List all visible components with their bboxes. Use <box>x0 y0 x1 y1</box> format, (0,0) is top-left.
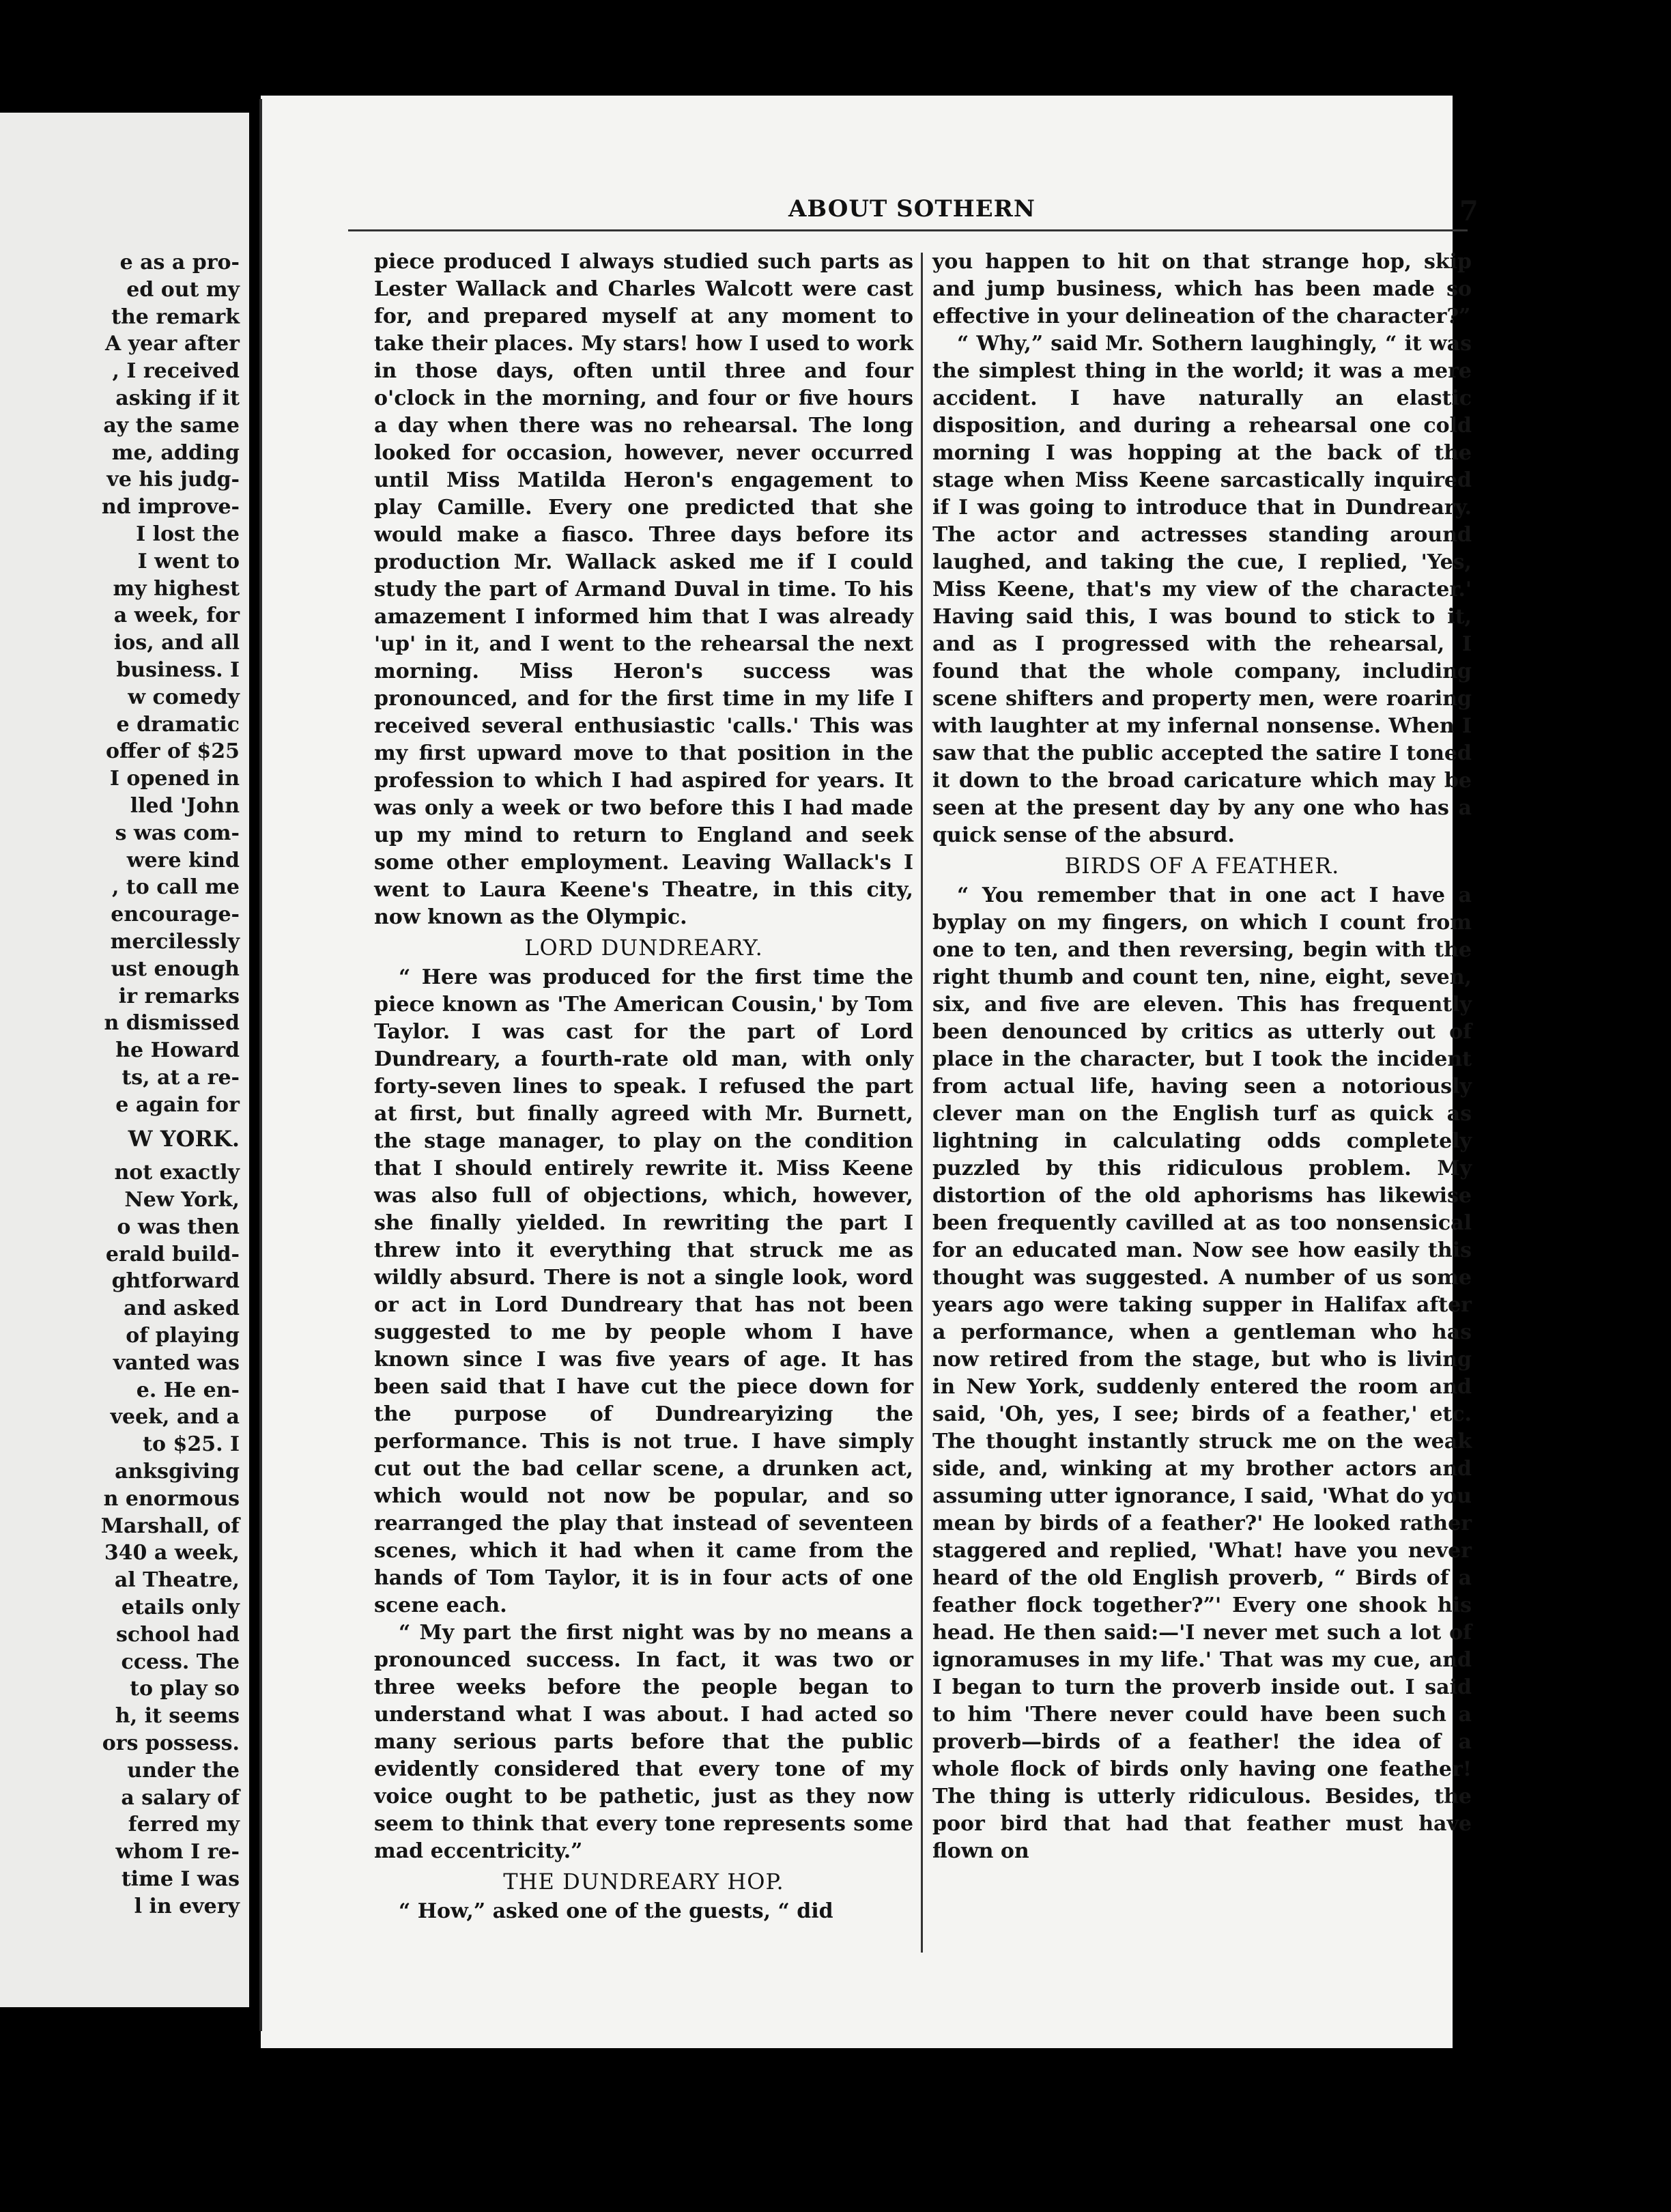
facing-page-line: not exactly <box>114 1161 240 1185</box>
facing-page-line: erald build- <box>105 1242 240 1266</box>
facing-page-line: a salary of <box>121 1785 240 1810</box>
facing-page-line: were kind <box>126 848 240 873</box>
section-heading: LORD DUNDREARY. <box>524 935 763 961</box>
facing-page-line: I lost the <box>136 522 240 546</box>
facing-page-line: school had <box>115 1622 240 1647</box>
column-divider <box>921 253 923 1953</box>
header-rule <box>348 229 1468 231</box>
paragraph: “ My part the first night was by no means a pronounced success. In fact, it was two or three weeks before the people began to understand what I was about. I had acted so many serious parts before that the public evidently considered that every tone of my voice ought to be pathetic, just as they now seem to think that every tone represents some mad eccentricity.” <box>374 1621 913 1863</box>
facing-page-line: he Howard <box>115 1038 240 1063</box>
facing-page-line: a week, for <box>113 604 240 628</box>
facing-page-line: to $25. I <box>143 1432 240 1457</box>
facing-page-line: s was com- <box>115 821 240 845</box>
facing-page-line: ts, at a re- <box>122 1065 240 1090</box>
facing-page-line: under the <box>127 1758 240 1783</box>
facing-page-line: h, it seems <box>115 1704 240 1729</box>
text-column-right <box>932 249 1472 1865</box>
facing-page-line: business. I <box>116 657 240 682</box>
facing-page-line: al Theatre, <box>114 1568 240 1593</box>
facing-page-line: A year after <box>104 332 240 356</box>
facing-page-line: e again for <box>115 1092 240 1117</box>
text-column-left <box>374 249 913 1925</box>
facing-page-line: o was then <box>117 1215 240 1239</box>
facing-page-text <box>4 249 240 1920</box>
facing-page-line: whom I re- <box>115 1840 240 1864</box>
facing-page-line: mercilessly <box>110 929 240 954</box>
section-heading: THE DUNDREARY HOP. <box>503 1869 784 1895</box>
facing-page-line: n enormous <box>103 1486 240 1511</box>
facing-page-line: I opened in <box>109 767 240 791</box>
facing-page-fragment <box>0 113 249 2007</box>
running-head: ABOUT SOTHERN <box>788 195 1036 223</box>
facing-page-line: I went to <box>137 549 240 573</box>
facing-page-line: ors possess. <box>102 1731 240 1756</box>
paragraph: “ Here was produced for the first time the piece known as 'The American Cousin,' by Tom Taylor. I was cast for the part of Lord Dundreary, a fourth-rate old man, with only forty-seven lines to speak. I refused the part at first, but finally agreed with Mr. Burnett, the stage manager, to play on the condition that I should entirely rewrite it. Miss Keene was also full of objections, which, however, she finally yielded. In rewriting the part I threw into it everything that struck me as wildly absurd. There is not a single look, word or act in Lord Dundreary that has not been suggested to me by people whom I have known since I was five years of age. It has been said that I have cut the piece down for the purpose of Dundrearyizing the performance. This is not true. I have simply cut out the bad cellar scene, a drunken act, which would not now be popular, and so rearranged the play that instead of seventeen scenes, which it had when it came from the hands of Tom Taylor, it is in four acts of one scene each. <box>374 965 913 1617</box>
facing-page-line: of playing <box>126 1324 240 1348</box>
facing-page-line: ios, and all <box>113 631 240 655</box>
facing-page-line: , to call me <box>112 875 240 900</box>
facing-page-line: w comedy <box>128 685 240 709</box>
facing-page-line: offer of $25 <box>106 739 240 764</box>
page-number: 7 <box>1459 195 1479 227</box>
facing-page-line: to play so <box>130 1677 240 1701</box>
facing-page-line: ir remarks <box>118 984 240 1008</box>
facing-page-line: asking if it <box>115 386 240 410</box>
facing-page-line: anksgiving <box>115 1460 240 1484</box>
facing-page-line: l in every <box>134 1894 240 1918</box>
facing-page-line: ust enough <box>111 956 240 981</box>
facing-page-line: n dismissed <box>104 1011 240 1036</box>
facing-page-line: nd improve- <box>101 495 240 520</box>
section-heading: BIRDS OF A FEATHER. <box>1064 853 1340 879</box>
paragraph: “ Why,” said Mr. Sothern laughingly, “ it was the simplest thing in the world; it was a mere accident. I have naturally an elastic disposition, and during a rehearsal one cold morning I was hopping at the back of the stage when Miss Keene sarcastically inquired if I was going to introduce that in Dundreary. The actor and actresses standing around laughed, and taking the cue, I replied, 'Yes, Miss Keene, that's my view of the character.' Having said this, I was bound to stick to it, and as I progressed with the rehearsal, I found that the whole company, including scene shifters and property men, were roaring with laughter at my infernal nonsense. When I saw that the public accepted the satire I toned it down to the broad caricature which may be seen at the present day by any one who has a quick sense of the absurd. <box>932 332 1472 847</box>
facing-page-line: e as a pro- <box>119 251 240 274</box>
facing-page-line: etails only <box>121 1596 240 1620</box>
facing-page-line: ferred my <box>128 1813 240 1837</box>
facing-page-line: Marshall, of <box>100 1514 240 1538</box>
facing-page-line: my highest <box>113 576 240 601</box>
facing-page-line: lled 'John <box>130 793 240 818</box>
facing-page-line: the remark <box>111 304 240 329</box>
facing-page-line: e dramatic <box>116 712 240 737</box>
facing-page-line: me, adding <box>111 440 240 465</box>
facing-page-line: 340 a week, <box>104 1541 240 1565</box>
facing-page-line: time I was <box>121 1867 240 1892</box>
facing-page-line: ghtforward <box>111 1269 240 1294</box>
facing-page-line: and asked <box>124 1296 240 1321</box>
facing-page-line: e. He en- <box>136 1378 240 1402</box>
facing-page-line: ve his judg- <box>106 468 240 492</box>
facing-page-line: ccess. The <box>121 1649 240 1674</box>
paragraph: you happen to hit on that strange hop, skip and jump business, which has been made so effective in your delineation of the character?” <box>932 250 1472 328</box>
facing-page-line: ed out my <box>126 277 240 302</box>
facing-page-line: W YORK. <box>128 1125 240 1152</box>
facing-page-line: New York, <box>124 1188 240 1213</box>
facing-page-line: vanted was <box>113 1350 240 1375</box>
facing-page-line: , I received <box>112 359 240 384</box>
paragraph: “ How,” asked one of the guests, “ did <box>399 1899 833 1923</box>
paragraph: “ You remember that in one act I have a byplay on my fingers, on which I count from one to ten, and then reversing, begin with the right thumb and count ten, nine, eight, seven, six, and five are eleven. This has frequently been denounced by critics as utterly out of place in the character, but I took the incident from actual life, having seen a notoriously clever man on the English turf as quick as lightning in calculating odds completely puzzled by this ridiculous problem. My distortion of the old aphorisms has likewise been frequently cavilled at as too nonsensical for an educated man. Now see how easily this thought was suggested. A number of us some years ago were taking supper in Halifax after a performance, when a gentleman who has now retired from the stage, but who is living in New York, suddenly entered the room and said, 'Oh, yes, I see; birds of a feather,' etc. The thought instantly struck me on the weak side, and, winking at my brother actors and assuming utter ignorance, I said, 'What do you mean by birds of a feather?' He looked rather staggered and replied, 'What! have you never heard of the old English proverb, “ Birds of a feather flock together?”' Every one shook his head. He then said:—'I never met such a lot of ignoramuses in my life.' That was my cue, and I began to turn the proverb inside out. I said to him 'There never could have been such a proverb—birds of a feather! the idea of a whole flock of birds only having one feather! The thing is utterly ridiculous. Besides, the poor bird that had that feather must have flown on <box>932 883 1472 1863</box>
gutter-line <box>259 99 262 2031</box>
facing-page-line: veek, and a <box>110 1405 240 1430</box>
paragraph: piece produced I always studied such parts as Lester Wallack and Charles Walcott were cast for, and prepared myself at any moment to take their places. My stars! how I used to work in those days, often until three and four o'clock in the morning, and four or five hours a day when there was no rehearsal. The long looked for occasion, however, never occurred until Miss Matilda Heron's engagement to play Camille. Every one predicted that she would make a fiasco. Three days before its production Mr. Wallack asked me if I could study the part of Armand Duval in time. To his amazement I informed him that I was already 'up' in it, and I went to the rehearsal the next morning. Miss Heron's success was pronounced, and for the first time in my life I received several enthusiastic 'calls.' This was my first upward move to that position in the profession to which I had aspired for years. It was only a week or two before this I had made up my mind to return to England and seek some other employment. Leaving Wallack's I went to Laura Keene's Theatre, in this city, now known as the Olympic. <box>374 250 913 929</box>
facing-page-line: encourage- <box>111 903 240 927</box>
facing-page-line: ay the same <box>103 413 240 438</box>
